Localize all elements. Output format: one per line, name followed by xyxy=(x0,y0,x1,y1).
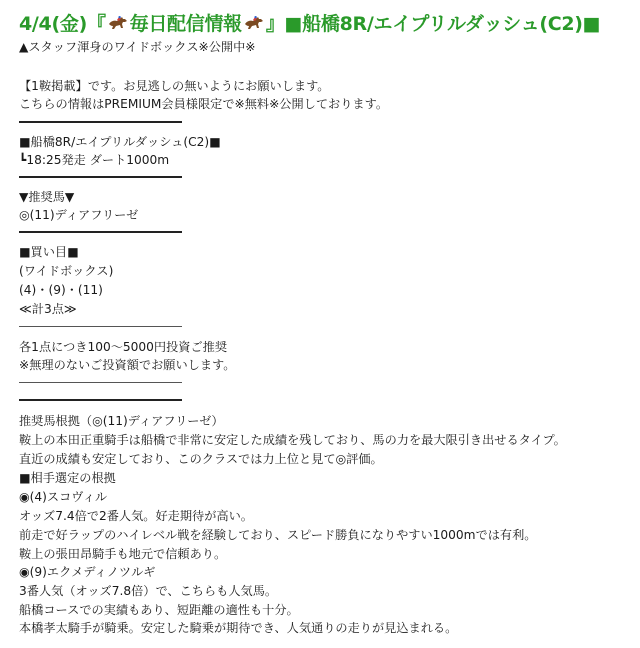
reason-line-1: 鞍上の本田正重騎手は船橋で非常に安定した成績を残しており、馬の力を最大限引き出せるタイプ。 xyxy=(19,433,566,447)
title-date: 4/4(金)『 xyxy=(19,13,106,35)
divider xyxy=(19,176,182,178)
partner-9-line-3: 本橋孝太騎手が騎乗。安定した騎乗が期待でき、人気通りの走りが見込まれる。 xyxy=(19,621,458,635)
title-label: 毎日配信情報 xyxy=(129,13,242,35)
horse-racing-icon xyxy=(243,15,265,31)
divider xyxy=(19,231,182,233)
partner-4-line-3: 鞍上の張田昂騎手も地元で信頼あり。 xyxy=(19,547,227,561)
title-race: 』■船橋8R/エイプリルダッシュ(C2)■ xyxy=(265,13,601,35)
bet-count: ≪計3点≫ xyxy=(19,302,77,316)
bet-heading: ■買い目■ xyxy=(19,245,79,259)
advice-line-2: ※無理のないご投資額でお願いします。 xyxy=(19,358,236,372)
partner-4-line-1: オッズ7.4倍で2番人気。好走期待が高い。 xyxy=(19,509,253,523)
intro-line-3: こちらの情報はPREMIUM会員様限定で※無料※公開しております。 xyxy=(19,97,389,111)
partner-4-name: ◉(4)スコヴィル xyxy=(19,490,108,504)
reason-line-2: 直近の成績も安定しており、このクラスでは力上位と見て◎評価。 xyxy=(19,452,383,466)
divider xyxy=(19,399,182,401)
bet-combo: (4)・(9)・(11) xyxy=(19,283,103,297)
race-detail: ┗18:25発走 ダート1000m xyxy=(19,153,170,167)
race-name: ■船橋8R/エイプリルダッシュ(C2)■ xyxy=(19,135,221,149)
recommend-horse: ◎(11)ディアフリーゼ xyxy=(19,208,139,222)
intro-line-2: 【1鞍掲載】です。お見逃しの無いようにお願いします。 xyxy=(19,79,330,93)
partner-4-line-2: 前走で好ラップのハイレベル戦を経験しており、スピード勝負になりやすい1000mでは有利。 xyxy=(19,528,537,542)
partner-heading: ■相手選定の根拠 xyxy=(19,471,116,485)
page-title xyxy=(19,12,600,36)
intro-line-1: ▲スタッフ渾身のワイドボックス※公開中※ xyxy=(19,40,256,54)
recommend-heading: ▼推奨馬▼ xyxy=(19,190,75,204)
reason-heading: 推奨馬根拠（◎(11)ディアフリーゼ） xyxy=(19,414,224,428)
bet-type: (ワイドボックス) xyxy=(19,264,114,278)
partner-9-line-2: 船橋コースでの実績もあり、短距離の適性も十分。 xyxy=(19,603,299,617)
partner-9-line-1: 3番人気（オッズ7.8倍）で、こちらも人気馬。 xyxy=(19,584,278,598)
horse-racing-icon xyxy=(107,15,129,31)
divider xyxy=(19,382,182,383)
divider xyxy=(19,326,182,327)
partner-9-name: ◉(9)エクメディノツルギ xyxy=(19,565,156,579)
advice-line-1: 各1点につき100～5000円投資ご推奨 xyxy=(19,340,228,354)
divider xyxy=(19,121,182,123)
